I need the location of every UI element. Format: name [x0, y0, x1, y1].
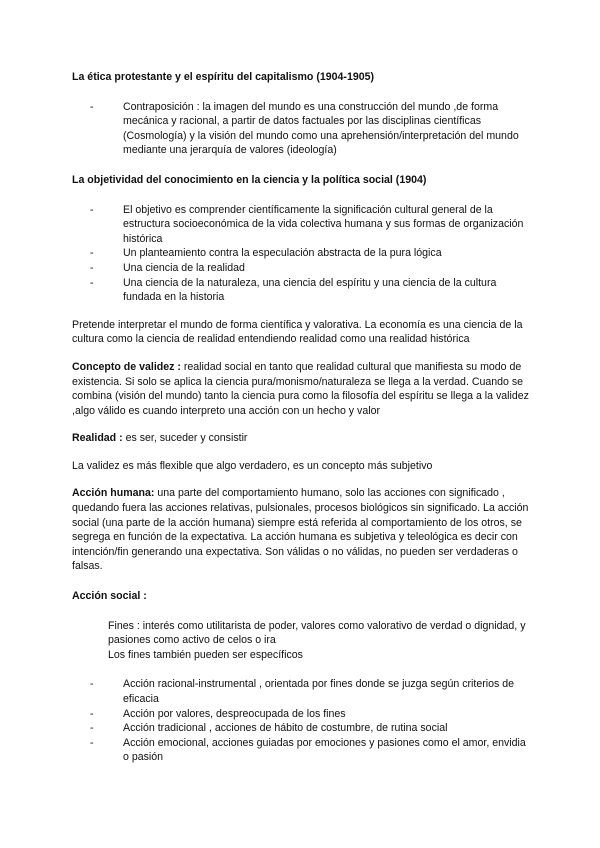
text-validez: realidad social en tanto que realidad cultural que manifiesta su modo de existencia. Si solo se aplica la ciencia pura/monismo/naturaleza se llega a la verdad. Cuando se combina (visión del mundo) tanto la ciencia pura como la filosofía del espíritu se llega a la validez ,algo válido es cuando interpreto una acción con un hecho y valor	[72, 360, 529, 417]
list-accion-social	[72, 677, 530, 765]
paragraph-validez-flexible: La validez es más flexible que algo verdadero, es un concepto más subjetivo	[72, 459, 433, 472]
list-item: - Acción emocional, acciones guiadas por emociones y pasiones como el amor, envidia o pasión	[90, 736, 530, 765]
term-accion-humana: Acción humana:	[72, 487, 155, 500]
list-item: - Un planteamiento contra la especulación abstracta de la pura lógica	[90, 246, 530, 261]
paragraph-interpretar: Pretende interpretar el mundo de forma científica y valorativa. La economía es una ciencia de la cultura como la ciencia de realidad entendiendo realidad como una realidad histórica	[72, 318, 523, 346]
list-item: - Acción por valores, despreocupada de los fines	[90, 707, 530, 722]
paragraph-accion-humana	[72, 486, 530, 574]
heading-objetividad: La objetividad del conocimiento en la ciencia y la política social (1904)	[72, 173, 427, 186]
list-contraposicion	[72, 100, 530, 158]
list-item: - Una ciencia de la naturaleza, una ciencia del espíritu y una ciencia de la cultura fundada en la historia	[90, 276, 530, 305]
heading-accion-social: Acción social :	[72, 590, 147, 603]
list-item: - Contraposición : la imagen del mundo es una construcción del mundo ,de forma mecánica y racional, a partir de datos factuales por las disciplinas científicas (Cosmología) y la visión del mundo como una aprehensión/interpretación del mundo mediante una jerarquía de valores (ideología)	[90, 100, 530, 158]
paragraph-fines-especificos: Los fines también pueden ser específicos	[108, 648, 303, 661]
paragraph-fines: Fines : interés como utilitarista de poder, valores como valorativo de verdad o dignidad, y pasiones como activo de celos o ira	[108, 619, 526, 647]
term-validez: Concepto de validez :	[72, 360, 181, 373]
text-accion-humana: una parte del comportamiento humano, solo las acciones con significado , quedando fuera las acciones relativas, pulsionales, procesos biológicos sin significado. La acción social (una parte de la acción humana) siempre está referida al comportamiento de los otros, se segrega en función de la expectativa. La acción humana es subjetiva y teleológica es decir con intención/fin generando una expectativa. Son válidas o no válidas, no pueden ser verdaderas o falsas.	[72, 487, 529, 573]
document-body	[72, 70, 530, 765]
list-item: - Acción racional-instrumental , orientada por fines donde se juzga según criterios de eficacia	[90, 677, 530, 706]
list-item: - El objetivo es comprender científicamente la significación cultural general de la estructura socioeconómica de la vida colectiva humana y sus formas de organización histórica	[90, 203, 530, 247]
list-objetividad	[72, 203, 530, 305]
paragraph-validez	[72, 360, 530, 418]
list-item: - Acción tradicional , acciones de hábito de costumbre, de rutina social	[90, 721, 530, 736]
list-item: - Una ciencia de la realidad	[90, 261, 530, 276]
paragraph-realidad	[72, 431, 530, 446]
text-realidad: es ser, suceder y consistir	[122, 432, 248, 445]
term-realidad: Realidad :	[72, 432, 123, 445]
heading-etica-protestante: La ética protestante y el espíritu del capitalismo (1904-1905)	[72, 71, 375, 83]
